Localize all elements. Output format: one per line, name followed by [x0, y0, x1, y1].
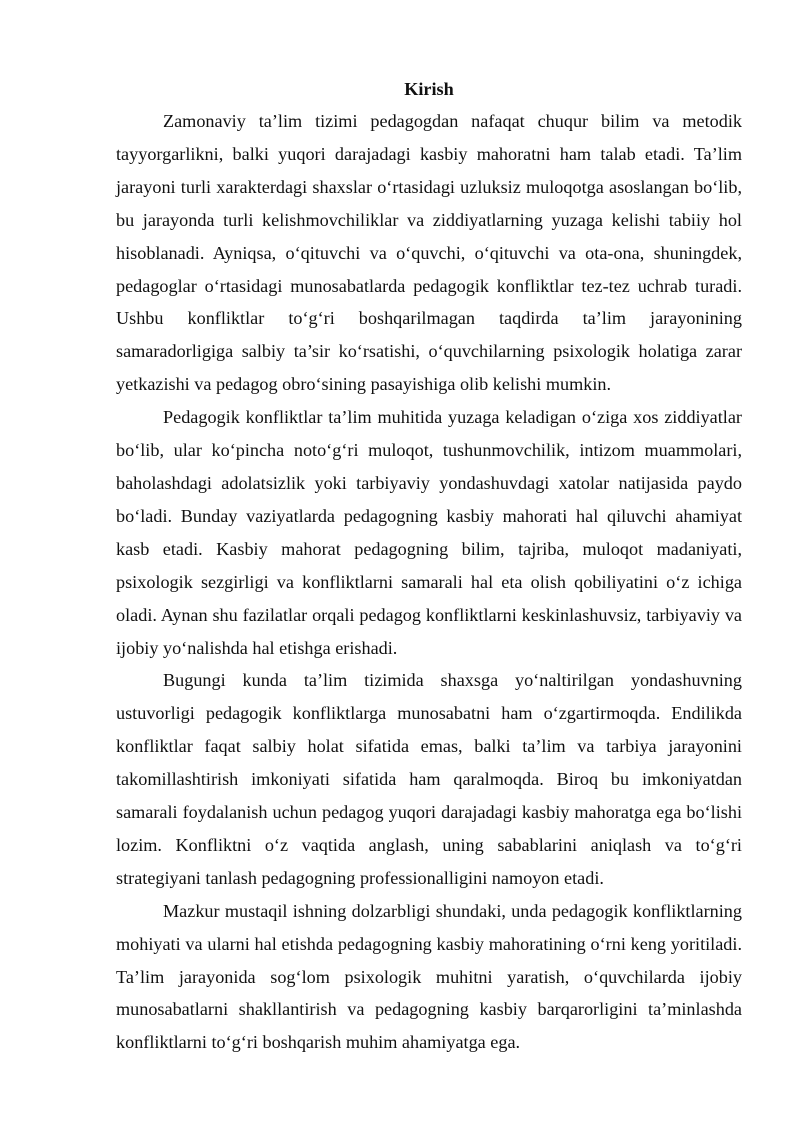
- paragraph-4: Mazkur mustaqil ishning dolzarbligi shundaki, unda pedagogik konfliktlarning mohiyati va ularni hal etishda pedagogning kasbiy mahoratining o‘rni keng yoritiladi. Ta’lim jarayonida sog‘lom psixologik muhitni yaratish, o‘quvchilarda ijobiy munosabatlarni shakllantirish va pedagogning kasbiy barqarorligini ta’minlashda konfliktlarni to‘g‘ri boshqarish muhim ahamiyatga ega.: [116, 900, 742, 1053]
- paragraph-3: Bugungi kunda ta’lim tizimida shaxsga yo‘naltirilgan yondashuvning ustuvorligi pedagogik konfliktlarga munosabatni ham o‘zgartirmoqda. Endilikda konfliktlar faqat salbiy holat sifatida emas, balki ta’lim va tarbiya jarayonini takomillashtirish imkoniyati sifatida ham qaralmoqda. Biroq bu imkoniyatdan samarali foydalanish uchun pedagog yuqori darajadagi kasbiy mahoratga ega bo‘lishi lozim. Konfliktni o‘z vaqtida anglash, uning sabablarini aniqlash va to‘g‘ri strategiyani tanlash pedagogning professionalligini namoyon etadi.: [116, 670, 742, 888]
- document-page: [116, 76, 742, 1059]
- section-title: Kirish: [404, 79, 454, 99]
- paragraph-2: Pedagogik konfliktlar ta’lim muhitida yuzaga keladigan o‘ziga xos ziddiyatlar bo‘lib, ular ko‘pincha noto‘g‘ri muloqot, tushunmovchilik, intizom muammolari, baholashdagi adolatsizlik yoki tarbiyaviy yondashuvdagi xatolar natijasida paydo bo‘ladi. Bunday vaziyatlarda pedagogning kasbiy mahorati hal qiluvchi ahamiyat kasb etadi. Kasbiy mahorat pedagogning bilim, tajriba, muloqot madaniyati, psixologik sezgirligi va konfliktlarni samarali hal eta olish qobiliyatini o‘z ichiga oladi. Aynan shu fazilatlar orqali pedagog konfliktlarni keskinlashuvsiz, tarbiyaviy va ijobiy yo‘nalishda hal etishga erishadi.: [116, 407, 742, 658]
- paragraph-1: Zamonaviy ta’lim tizimi pedagogdan nafaqat chuqur bilim va metodik tayyorgarlikni, balki yuqori darajadagi kasbiy mahoratni ham talab etadi. Ta’lim jarayoni turli xarakterdagi shaxslar o‘rtasidagi uzluksiz muloqotga asoslangan bo‘lib, bu jarayonda turli kelishmovchiliklar va ziddiyatlarning yuzaga kelishi tabiiy hol hisoblanadi. Ayniqsa, o‘qituvchi va o‘quvchi, o‘qituvchi va ota-ona, shuningdek, pedagoglar o‘rtasidagi munosabatlarda pedagogik konfliktlar tez-tez uchrab turadi. Ushbu konfliktlar to‘g‘ri boshqarilmagan taqdirda ta’lim jarayonining samaradorligiga salbiy ta’sir ko‘rsatishi, o‘quvchilarning psixologik holatiga zarar yetkazishi va pedagog obro‘sining pasayishiga olib kelishi mumkin.: [116, 111, 742, 395]
